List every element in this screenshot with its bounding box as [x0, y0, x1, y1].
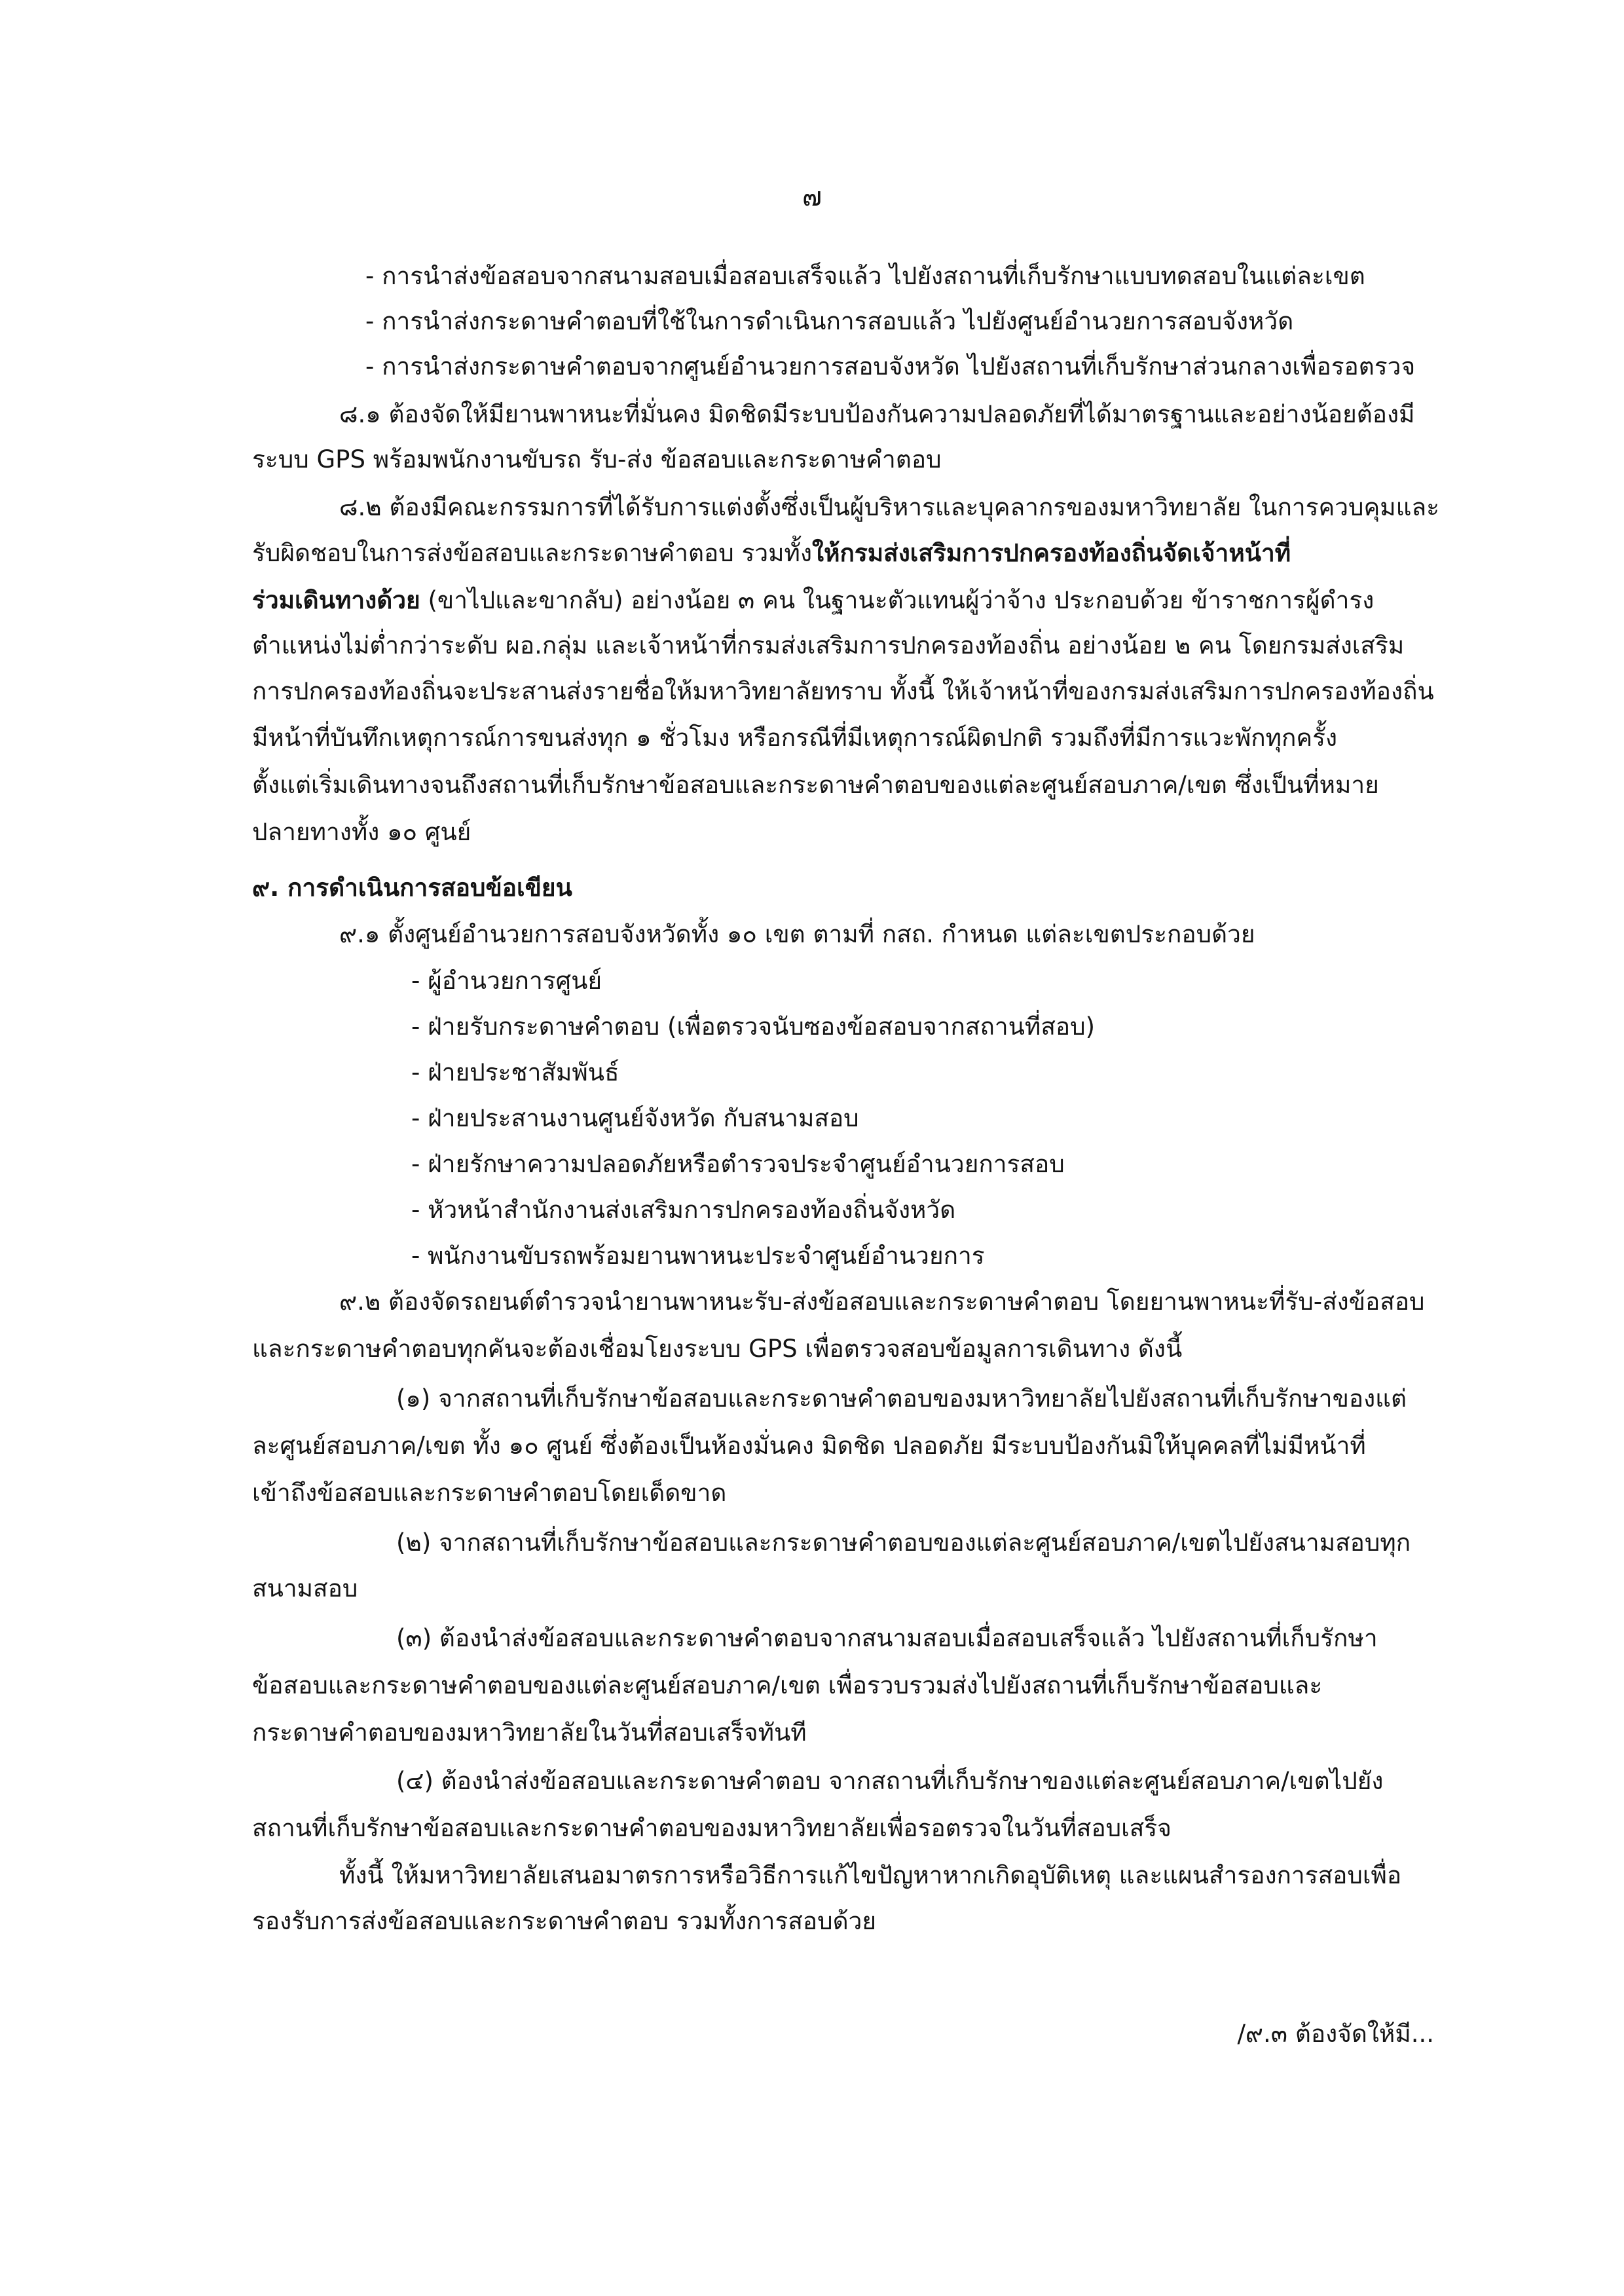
paragraph-9-2-line: ๙.๒ ต้องจัดรถยนต์ตำรวจนำยานพาหนะรับ-ส่งข้อสอบและกระดาษคำตอบ โดยยานพาหนะที่รับ-ส่งข้อสอบ [339, 1287, 1425, 1316]
sub-item-line: ละศูนย์สอบภาค/เขต ทั้ง ๑๐ ศูนย์ ซึ่งต้องเป็นห้องมั่นคง มิดชิด ปลอดภัย มีระบบป้องกันมิให้บุคคลที่ไม่มีหน้าที่ [252, 1432, 1366, 1460]
list-item: - ผู้อำนวยการศูนย์ [411, 967, 602, 995]
sub-item-line: (๒) จากสถานที่เก็บรักษาข้อสอบและกระดาษคำตอบของแต่ละศูนย์สอบภาค/เขตไปยังสนามสอบทุก [396, 1528, 1411, 1557]
closing-paragraph-line: ทั้งนี้ ให้มหาวิทยาลัยเสนอมาตรการหรือวิธีการแก้ไขปัญหาหากเกิดอุบัติเหตุ และแผนสำรองการสอบเพื่อ [339, 1861, 1402, 1889]
paragraph-8-2-line: การปกครองท้องถิ่นจะประสานส่งรายชื่อให้มหาวิทยาลัยทราบ ทั้งนี้ ให้เจ้าหน้าที่ของกรมส่งเสริมการปกครองท้องถิ่น [252, 677, 1434, 705]
paragraph-8-2-line [252, 581, 1374, 624]
sub-item-line: ข้อสอบและกระดาษคำตอบของแต่ละศูนย์สอบภาค/เขต เพื่อรวบรวมส่งไปยังสถานที่เก็บรักษาข้อสอบและ [252, 1671, 1323, 1699]
sub-item-line: (๔) ต้องนำส่งข้อสอบและกระดาษคำตอบ จากสถานที่เก็บรักษาของแต่ละศูนย์สอบภาค/เขตไปยัง [396, 1767, 1384, 1795]
list-item: - หัวหน้าสำนักงานส่งเสริมการปกครองท้องถิ่นจังหวัด [411, 1196, 956, 1224]
closing-paragraph-line: รองรับการส่งข้อสอบและกระดาษคำตอบ รวมทั้งการสอบด้วย [252, 1907, 877, 1935]
paragraph-8-2-line [252, 534, 1291, 577]
bullet-line: - การนำส่งกระดาษคำตอบจากศูนย์อำนวยการสอบจังหวัด ไปยังสถานที่เก็บรักษาส่วนกลางเพื่อรอตรวจ [365, 352, 1416, 380]
bullet-line: - การนำส่งข้อสอบจากสนามสอบเมื่อสอบเสร็จแล้ว ไปยังสถานที่เก็บรักษาแบบทดสอบในแต่ละเขต [365, 262, 1365, 290]
list-item: - ฝ่ายรับกระดาษคำตอบ (เพื่อตรวจนับซองข้อสอบจากสถานที่สอบ) [411, 1012, 1096, 1041]
sub-item-line: สนามสอบ [252, 1574, 358, 1602]
text-segment: รับผิดชอบในการส่งข้อสอบและกระดาษคำตอบ รวมทั้ง [252, 539, 813, 567]
bold-text-segment: ร่วมเดินทางด้วย [252, 586, 420, 614]
bold-text-segment: ให้กรมส่งเสริมการปกครองท้องถิ่นจัดเจ้าหน้าที่ [812, 539, 1291, 567]
sub-item-line: สถานที่เก็บรักษาข้อสอบและกระดาษคำตอบของมหาวิทยาลัยเพื่อรอตรวจในวันที่สอบเสร็จ [252, 1814, 1172, 1842]
paragraph-8-2-line: ตั้งแต่เริ่มเดินทางจนถึงสถานที่เก็บรักษาข้อสอบและกระดาษคำตอบของแต่ละศูนย์สอบภาค/เขต ซึ่งเป็นที่หมาย [252, 771, 1379, 799]
list-item: - ฝ่ายรักษาความปลอดภัยหรือตำรวจประจำศูนย์อำนวยการสอบ [411, 1150, 1065, 1178]
sub-item-line: (๑) จากสถานที่เก็บรักษาข้อสอบและกระดาษคำตอบของมหาวิทยาลัยไปยังสถานที่เก็บรักษาของแต่ [396, 1384, 1407, 1413]
paragraph-8-2-line: ตำแหน่งไม่ต่ำกว่าระดับ ผอ.กลุ่ม และเจ้าหน้าที่กรมส่งเสริมการปกครองท้องถิ่น อย่างน้อย ๒ คน โดยกรมส่งเสริม [252, 631, 1405, 659]
text-segment: (ขาไปและขากลับ) อย่างน้อย ๓ คน ในฐานะตัวแทนผู้ว่าจ้าง ประกอบด้วย ข้าราชการผู้ดำรง [420, 586, 1375, 614]
sub-item-line: เข้าถึงข้อสอบและกระดาษคำตอบโดยเด็ดขาด [252, 1479, 727, 1507]
continuation-note: /๙.๓ ต้องจัดให้มี... [1237, 2020, 1434, 2048]
paragraph-8-2-line: มีหน้าที่บันทึกเหตุการณ์การขนส่งทุก ๑ ชั่วโมง หรือกรณีที่มีเหตุการณ์ผิดปกติ รวมถึงที่มีการแวะพักทุกครั้ง [252, 724, 1338, 752]
paragraph-8-1-line: ๘.๑ ต้องจัดให้มียานพาหนะที่มั่นคง มิดชิดมีระบบป้องกันความปลอดภัยที่ได้มาตรฐานและอย่างน้อยต้องมี [339, 400, 1415, 428]
page-number: ๗ [802, 182, 822, 212]
paragraph-8-1-line: ระบบ GPS พร้อมพนักงานขับรถ รับ-ส่ง ข้อสอบและกระดาษคำตอบ [252, 445, 942, 473]
bullet-line: - การนำส่งกระดาษคำตอบที่ใช้ในการดำเนินการสอบแล้ว ไปยังศูนย์อำนวยการสอบจังหวัด [365, 307, 1294, 335]
section-9-heading: ๙. การดำเนินการสอบข้อเขียน [252, 874, 572, 902]
paragraph-9-1-line: ๙.๑ ตั้งศูนย์อำนวยการสอบจังหวัดทั้ง ๑๐ เขต ตามที่ กสถ. กำหนด แต่ละเขตประกอบด้วย [339, 920, 1255, 948]
sub-item-line: กระดาษคำตอบของมหาวิทยาลัยในวันที่สอบเสร็จทันที [252, 1718, 807, 1747]
list-item: - พนักงานขับรถพร้อมยานพาหนะประจำศูนย์อำนวยการ [411, 1242, 985, 1270]
paragraph-9-2-line: และกระดาษคำตอบทุกคันจะต้องเชื่อมโยงระบบ GPS เพื่อตรวจสอบข้อมูลการเดินทาง ดังนี้ [252, 1335, 1183, 1363]
paragraph-8-2-line: ๘.๒ ต้องมีคณะกรรมการที่ได้รับการแต่งตั้งซึ่งเป็นผู้บริหารและบุคลากรของมหาวิทยาลัย ในการควบคุมและ [339, 493, 1440, 521]
sub-item-line: (๓) ต้องนำส่งข้อสอบและกระดาษคำตอบจากสนามสอบเมื่อสอบเสร็จแล้ว ไปยังสถานที่เก็บรักษา [396, 1624, 1378, 1652]
list-item: - ฝ่ายประชาสัมพันธ์ [411, 1058, 619, 1086]
list-item: - ฝ่ายประสานงานศูนย์จังหวัด กับสนามสอบ [411, 1104, 859, 1132]
paragraph-8-2-line: ปลายทางทั้ง ๑๐ ศูนย์ [252, 818, 471, 846]
